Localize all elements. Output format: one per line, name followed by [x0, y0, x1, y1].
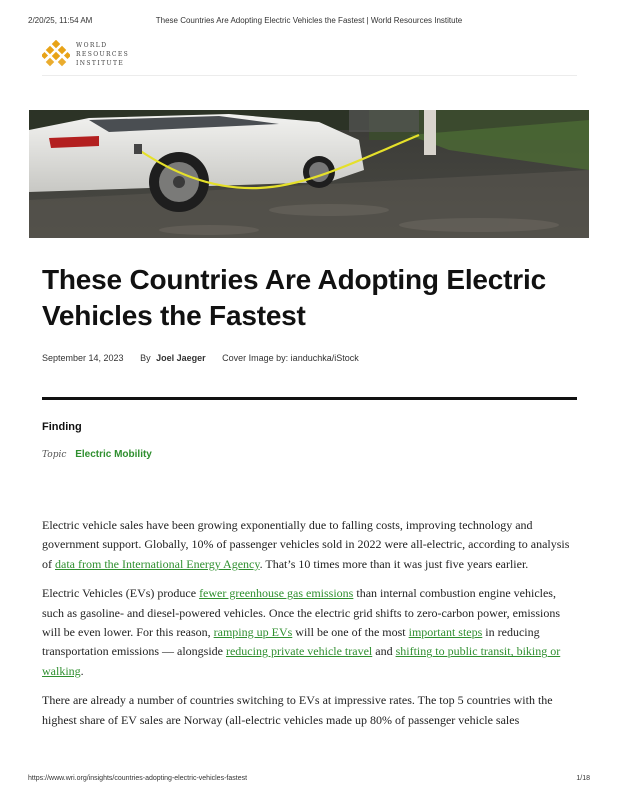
topic-row: [42, 449, 152, 460]
wri-logo[interactable]: [42, 40, 132, 68]
article-body: [42, 516, 577, 740]
text-run: and: [372, 644, 396, 659]
text-run: Electric Vehicles (EVs) produce: [42, 586, 200, 601]
article-title: These Countries Are Adopting Electric Vehicles the Fastest: [42, 264, 546, 331]
article-meta: [42, 353, 359, 363]
text-run: Electric vehicle sales have been growing exponentially due to falling costs, improving technology and government support. Globally, 10% of passenger vehicles sold in 2022 were all-electric, according to analysis of: [42, 518, 570, 571]
text-run: will be one of the most: [292, 625, 409, 640]
electric-car-charging-photo: [29, 110, 589, 238]
text-run: than internal combustion engine vehicles, such as gasoline- and diesel-powered vehicles. Once the electric grid shifts to zero-carbon power, emissions will be even lower. For this reason,: [42, 586, 561, 640]
print-url: https://www.wri.org/insights/countries-adopting-electric-vehicles-fastest: [28, 775, 248, 782]
wri-logo-text: [76, 41, 129, 68]
paragraph-1: [42, 516, 577, 574]
article-type-label: Finding: [42, 421, 82, 433]
link-ramping-up-evs[interactable]: ramping up EVs: [213, 625, 293, 640]
cover-image-credit: Cover Image by: ianduchka/iStock: [222, 353, 359, 363]
print-datetime: 2/20/25, 11:54 AM: [28, 16, 93, 25]
link-fewer-emissions[interactable]: fewer greenhouse gas emissions: [199, 586, 354, 601]
logo-line-1: WORLD: [76, 42, 108, 49]
page-number: 1/18: [576, 775, 590, 782]
byline-prefix: By: [140, 353, 151, 363]
topic-label: Topic: [42, 450, 67, 460]
section-divider: [42, 397, 577, 400]
header-divider: [42, 75, 577, 76]
link-reducing-vehicle-travel[interactable]: reducing private vehicle travel: [225, 644, 373, 659]
author-link[interactable]: Joel Jaeger: [156, 353, 206, 363]
link-shifting-public-transit[interactable]: shifting to public transit, biking or walking: [42, 644, 561, 678]
logo-line-2: RESOURCES: [76, 51, 130, 58]
logo-line-3: INSTITUTE: [76, 60, 125, 67]
text-run: . That’s 10 times more than it was just five years earlier.: [259, 556, 529, 571]
link-iea-data[interactable]: data from the International Energy Agency: [55, 556, 260, 571]
paragraph-3: [42, 691, 577, 730]
topic-link[interactable]: Electric Mobility: [75, 449, 152, 460]
link-important-steps[interactable]: important steps: [408, 625, 483, 640]
print-header: [28, 16, 590, 28]
paragraph-2: [42, 584, 577, 681]
text-run: .: [80, 663, 84, 678]
text-run: in reducing transportation emissions — alongside: [42, 625, 540, 659]
hero-image: [29, 110, 589, 238]
print-doc-title: These Countries Are Adopting Electric Vehicles the Fastest | World Resources Institute: [155, 16, 463, 25]
wri-logo-icon: [42, 40, 70, 68]
text-run: There are already a number of countries switching to EVs at impressive rates. The top 5 countries with the highest share of EV sales are Norway (all-electric vehicles made up 80% of passenger vehicle sales: [42, 693, 553, 727]
article-date: September 14, 2023: [42, 353, 124, 363]
